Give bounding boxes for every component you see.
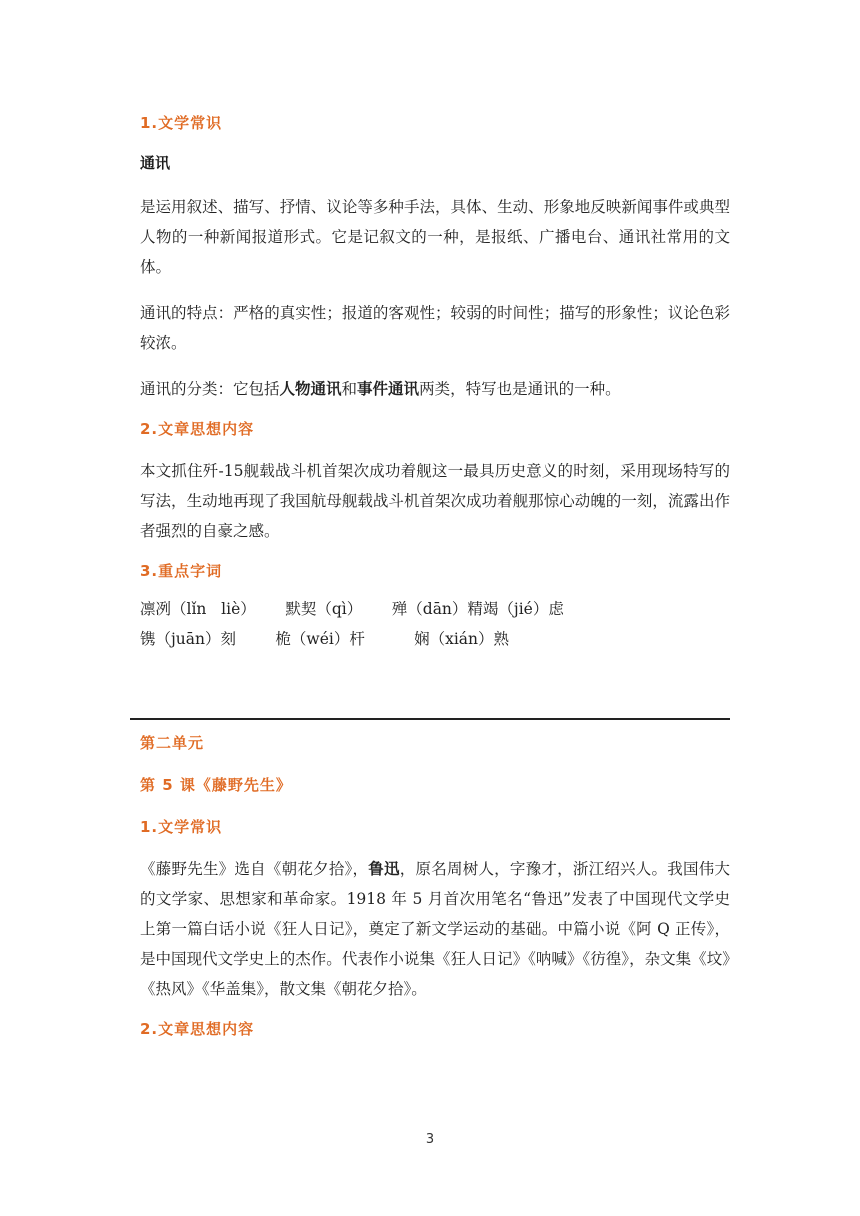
classification-suffix: 两类，特写也是通讯的一种。 bbox=[419, 380, 621, 398]
classification-type-person: 人物通讯 bbox=[279, 380, 342, 398]
intro-prefix: 《藤野先生》选自《朝花夕拾》， bbox=[140, 860, 369, 878]
classification-conj: 和 bbox=[341, 380, 358, 398]
vocab-line: 镌（juān）刻 桅（wéi）杆 娴（xián）熟 bbox=[140, 630, 510, 648]
classification-type-event: 事件通讯 bbox=[357, 380, 420, 398]
section-divider bbox=[130, 718, 730, 720]
heading-literary-knowledge: 1.文学常识 bbox=[140, 114, 223, 132]
heading-article-content: 2.文章思想内容 bbox=[140, 1020, 255, 1038]
page-number: 3 bbox=[425, 1132, 435, 1147]
classification-paragraph bbox=[140, 374, 730, 404]
author-name: 鲁迅 bbox=[368, 860, 400, 878]
content-paragraph: 本文抓住歼-15舰载战斗机首架次成功着舰这一最具历史意义的时刻，采用现场特写的写法，生动地再现了我国航母舰载战斗机首架次成功着舰那惊心动魄的一刻，流露出作者强烈的自豪之感。 bbox=[140, 462, 730, 540]
term-title: 通讯 bbox=[140, 154, 171, 172]
page-content bbox=[140, 112, 730, 654]
heading-literary-knowledge: 1.文学常识 bbox=[140, 818, 223, 836]
features-paragraph: 通讯的特点：严格的真实性；报道的客观性；较弱的时间性；描写的形象性；议论色彩较浓。 bbox=[140, 304, 730, 352]
heading-article-content: 2.文章思想内容 bbox=[140, 420, 255, 438]
classification-prefix: 通讯的分类：它包括 bbox=[140, 380, 280, 398]
unit-title: 第二单元 bbox=[140, 734, 205, 752]
intro-suffix: ，原名周树人，字豫才，浙江绍兴人。我国伟大的文学家、思想家和革命家。1918 年 5 月首次用笔名“鲁迅”发表了中国现代文学史上第一篇白话小说《狂人日记》，奠定了新文学运动的基础。中篇小说《阿 Q 正传》，是中国现代文学史上的杰作。代表作小说集《狂人日记》《呐喊》《彷徨》，杂文集《坟》《热风》《华盖集》，散文集《朝花夕拾》。 bbox=[140, 860, 730, 998]
lesson-title: 第 5 课《藤野先生》 bbox=[140, 776, 292, 794]
heading-key-words: 3.重点字词 bbox=[140, 562, 223, 580]
unit-content bbox=[140, 732, 730, 1046]
vocab-line: 凛冽（lǐn liè） 默契（qì） 殚（dān）精竭（jié）虑 bbox=[140, 600, 564, 618]
intro-paragraph bbox=[140, 854, 730, 1004]
definition-paragraph: 是运用叙述、描写、抒情、议论等多种手法，具体、生动、形象地反映新闻事件或典型人物的一种新闻报道形式。它是记叙文的一种，是报纸、广播电台、通讯社常用的文体。 bbox=[140, 198, 730, 276]
